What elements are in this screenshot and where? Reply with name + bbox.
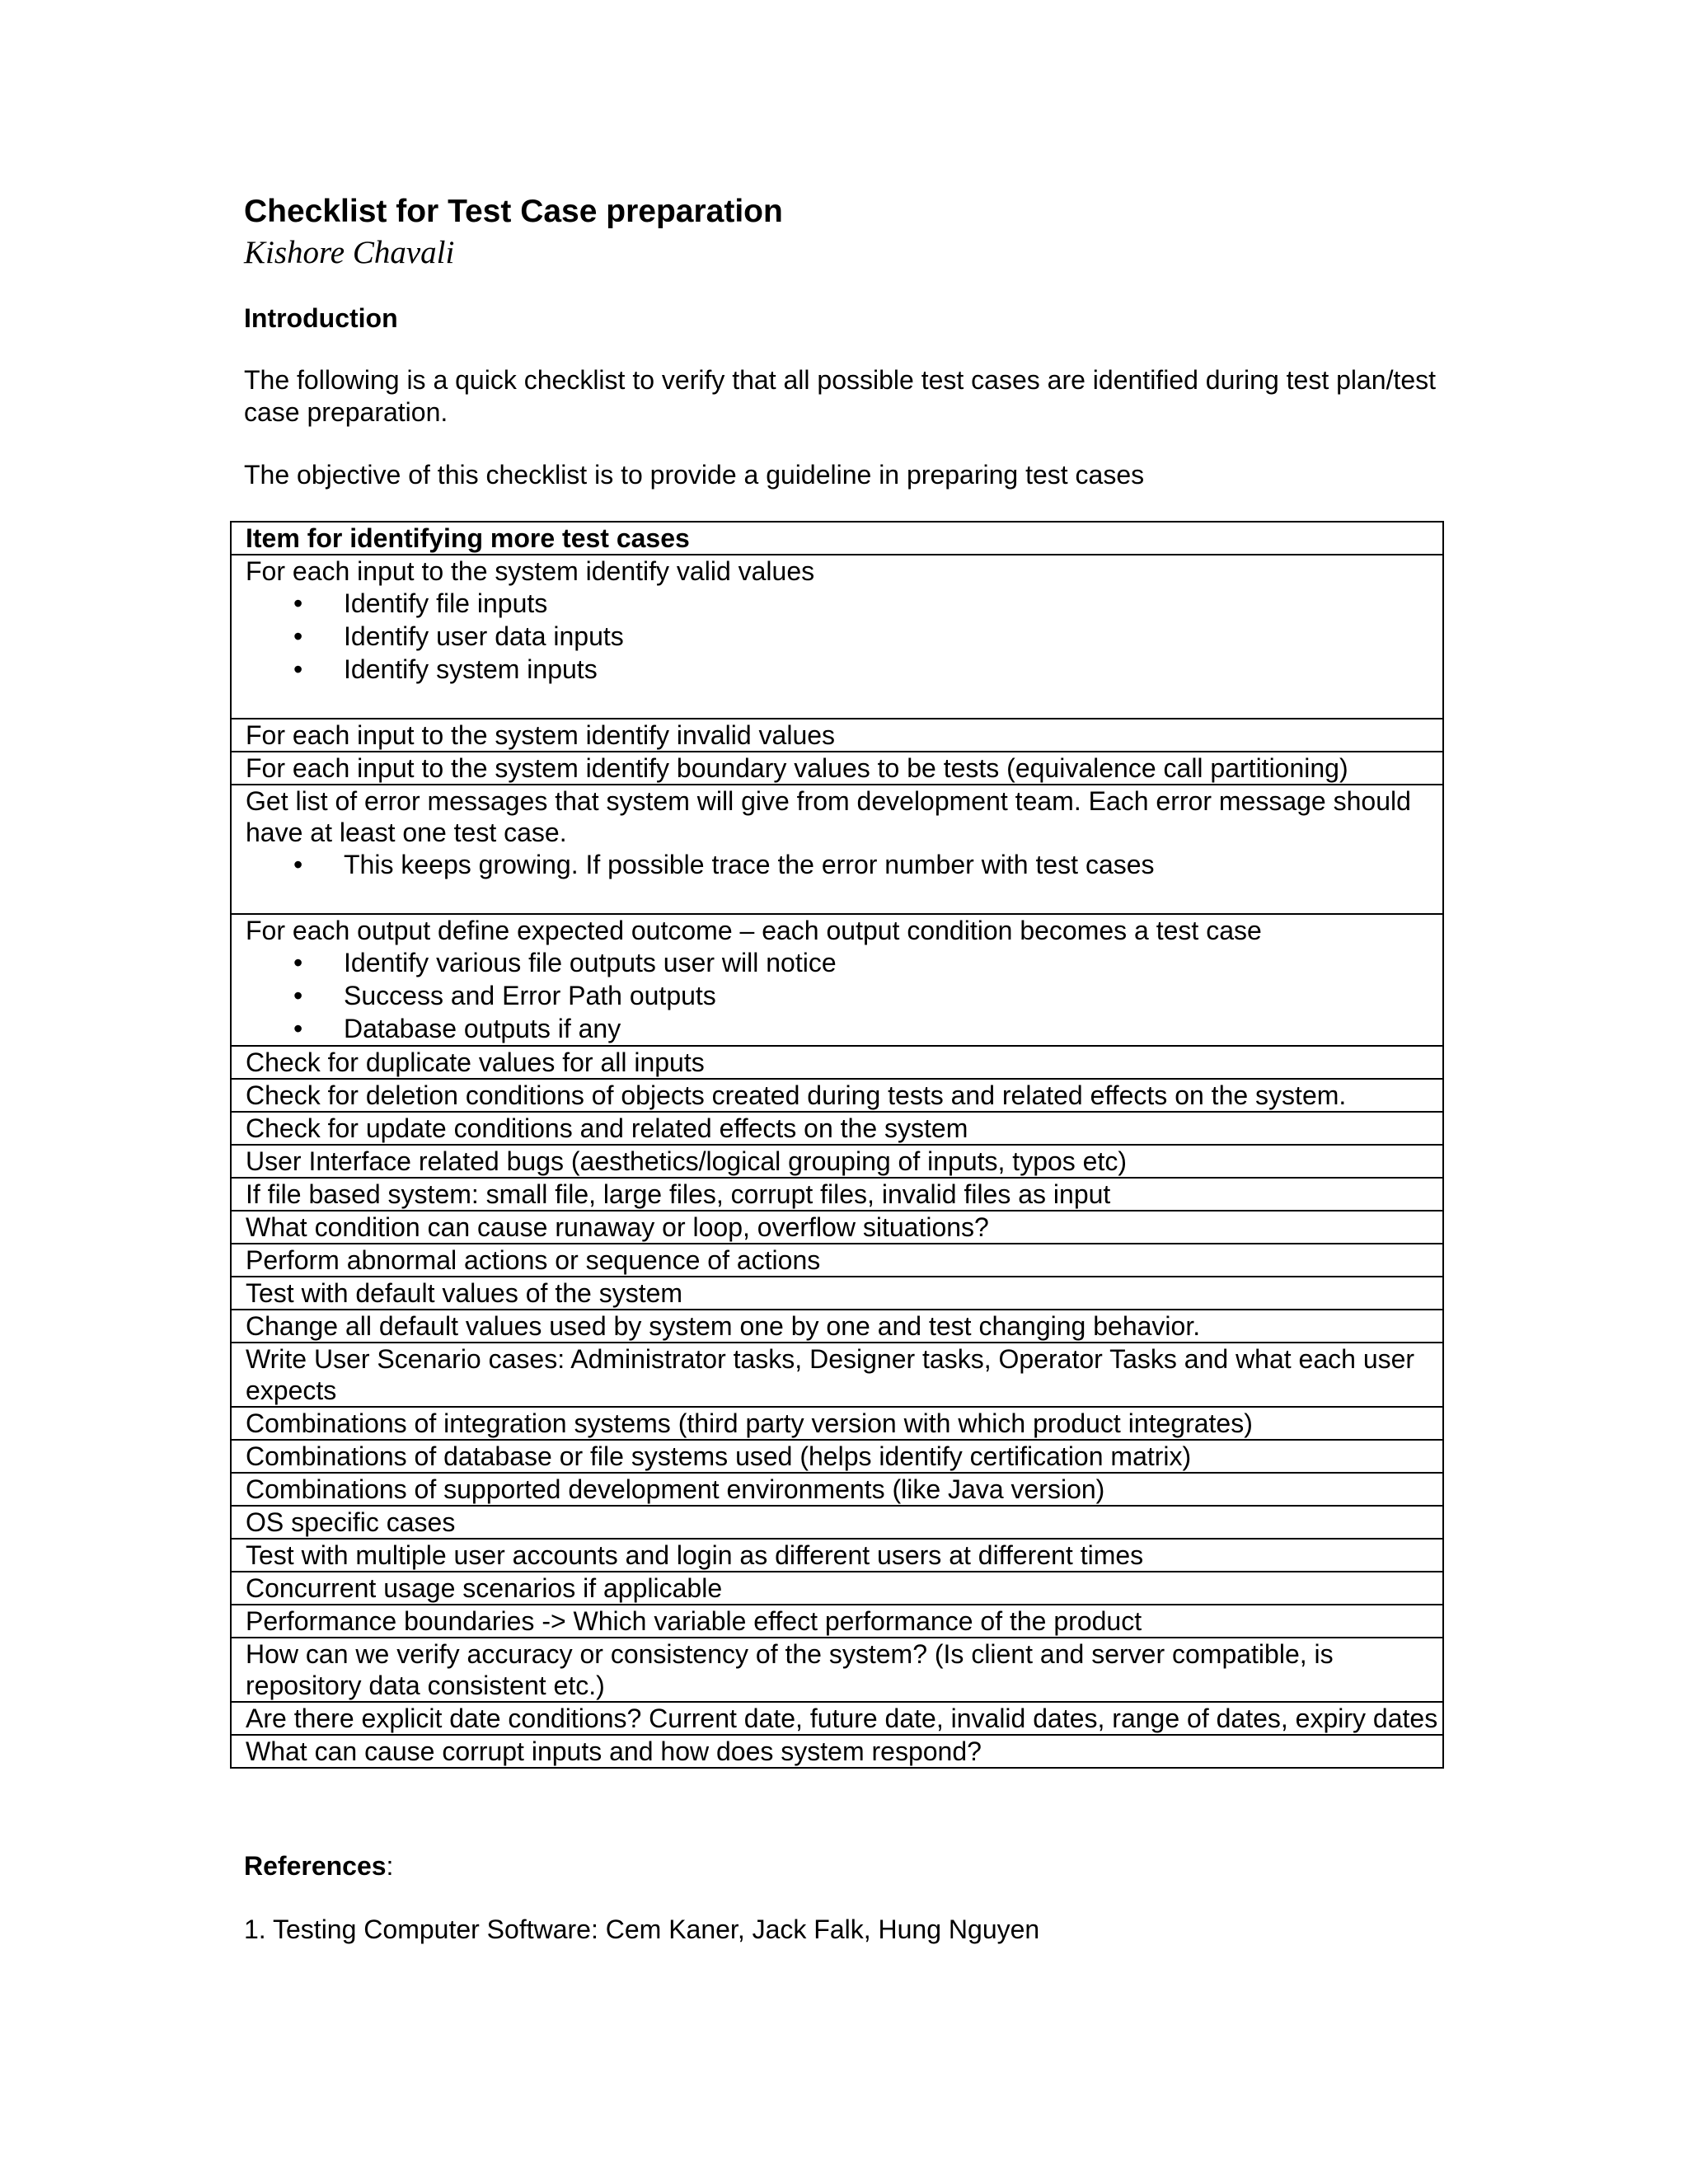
checklist-item-text: Are there explicit date conditions? Current date, future date, invalid dates, range of dates, expiry dates [246,1704,1438,1733]
checklist-row [231,1244,1443,1277]
checklist-row [231,1343,1443,1407]
checklist-item-text: OS specific cases [246,1507,456,1537]
checklist-row [231,1310,1443,1343]
checklist-row [231,1277,1443,1310]
checklist-item-text: If file based system: small file, large files, corrupt files, invalid files as input [246,1179,1111,1209]
checklist-cell-spacer [246,881,1442,913]
checklist-cell [231,1572,1443,1605]
checklist-item-text: Check for deletion conditions of objects created during tests and related effects on the system. [246,1080,1347,1110]
checklist-bullet-list [246,848,1442,881]
bullet-icon: • [293,588,303,618]
bullet-icon: • [293,948,303,977]
checklist-cell [231,1310,1443,1343]
checklist-cell [231,1473,1443,1506]
checklist-cell [231,1211,1443,1244]
checklist-row [231,555,1443,719]
introduction-paragraph-1: The following is a quick checklist to verify that all possible test cases are identified during test plan/test case preparation. [244,365,1437,427]
checklist-item-text: Combinations of integration systems (third party version with which product integrates) [246,1408,1253,1438]
checklist-item-text: Get list of error messages that system will give from development team. Each error message should have at least one test case. [246,786,1411,847]
checklist-bullet-text: This keeps growing. If possible trace the error number with test cases [344,850,1155,879]
checklist-bullet-item [246,979,1442,1012]
checklist-bullet-item [246,848,1442,881]
introduction-paragraph-2: The objective of this checklist is to provide a guideline in preparing test cases [244,460,1145,490]
checklist-header-cell: Item for identifying more test cases [231,522,1443,555]
checklist-bullet-text: Identify various file outputs user will notice [344,948,837,977]
checklist-cell [231,752,1443,785]
checklist-bullet-list [246,587,1442,686]
checklist-row [231,1638,1443,1702]
checklist-item-text: Change all default values used by system one by one and test changing behavior. [246,1311,1201,1341]
checklist-row [231,785,1443,914]
references-heading-label: References [244,1851,387,1881]
checklist-cell [231,1079,1443,1112]
checklist-row [231,1539,1443,1572]
bullet-icon: • [293,621,303,651]
checklist-item-text: Combinations of database or file systems used (helps identify certification matrix) [246,1441,1192,1471]
checklist-cell-spacer [246,686,1442,718]
checklist-bullet-text: Database outputs if any [344,1014,621,1043]
checklist-cell [231,1277,1443,1310]
introduction-heading: Introduction [244,303,398,333]
checklist-bullet-text: Identify user data inputs [344,621,624,651]
checklist-item-text: User Interface related bugs (aesthetics/logical grouping of inputs, typos etc) [246,1146,1128,1176]
checklist-row [231,1506,1443,1539]
checklist-row [231,1211,1443,1244]
checklist-bullet-list [246,946,1442,1045]
checklist-cell [231,1506,1443,1539]
checklist-cell [231,1440,1443,1473]
checklist-header-row [231,522,1443,555]
checklist-bullet-item [246,620,1442,653]
checklist-bullet-item [246,946,1442,979]
checklist-bullet-text: Identify file inputs [344,588,548,618]
checklist-row [231,1046,1443,1079]
checklist-item-text: Write User Scenario cases: Administrator tasks, Designer tasks, Operator Tasks and what each user expects [246,1344,1415,1405]
checklist-item-text: Perform abnormal actions or sequence of actions [246,1245,821,1275]
document-title: Checklist for Test Case preparation [244,194,783,229]
document-author: Kishore Chavali [244,235,455,270]
checklist-row [231,1112,1443,1145]
checklist-item-text: What condition can cause runaway or loop, overflow situations? [246,1212,989,1242]
checklist-row [231,914,1443,1046]
checklist-item-text: Combinations of supported development environments (like Java version) [246,1474,1105,1504]
checklist-row [231,1473,1443,1506]
checklist-item-text: Concurrent usage scenarios if applicable [246,1573,723,1603]
checklist-item-text: Test with multiple user accounts and login as different users at different times [246,1540,1144,1570]
checklist-cell [231,1605,1443,1638]
checklist-cell [231,1539,1443,1572]
checklist-item-text: Performance boundaries -> Which variable effect performance of the product [246,1606,1142,1636]
checklist-cell [231,1343,1443,1407]
references-heading-colon: : [386,1851,394,1881]
checklist-cell [231,1244,1443,1277]
checklist-body [231,555,1443,1768]
checklist-item-text: Check for duplicate values for all inputs [246,1047,705,1077]
checklist-cell [231,1145,1443,1178]
checklist-table [230,521,1444,1769]
checklist-item-text: For each input to the system identify valid values [246,556,815,586]
checklist-row [231,1572,1443,1605]
reference-item: 1. Testing Computer Software: Cem Kaner, Jack Falk, Hung Nguyen [244,1915,1040,1944]
checklist-item-text: How can we verify accuracy or consistency of the system? (Is client and server compatible, is repository data consistent etc.) [246,1639,1334,1700]
checklist-item-text: For each input to the system identify boundary values to be tests (equivalence call partitioning) [246,753,1348,783]
checklist-bullet-item [246,587,1442,620]
checklist-cell [231,1407,1443,1440]
checklist-bullet-item [246,653,1442,686]
checklist-cell [231,785,1443,914]
checklist-item-text: What can cause corrupt inputs and how does system respond? [246,1736,982,1766]
checklist-row [231,1440,1443,1473]
checklist-row [231,1407,1443,1440]
checklist-item-text: For each output define expected outcome – each output condition becomes a test case [246,916,1262,945]
checklist-row [231,752,1443,785]
checklist-row [231,719,1443,752]
checklist-cell [231,1735,1443,1768]
checklist-row [231,1605,1443,1638]
references-heading [244,1849,393,1882]
checklist-item-text: Check for update conditions and related effects on the system [246,1113,968,1143]
checklist-cell [231,914,1443,1046]
checklist-bullet-text: Identify system inputs [344,654,598,684]
checklist-cell [231,555,1443,719]
checklist-row [231,1735,1443,1768]
checklist-cell [231,1046,1443,1079]
bullet-icon: • [293,850,303,879]
checklist-cell [231,1638,1443,1702]
bullet-icon: • [293,654,303,684]
checklist-item-text: For each input to the system identify invalid values [246,720,836,750]
checklist-bullet-text: Success and Error Path outputs [344,981,716,1010]
checklist-row [231,1702,1443,1735]
checklist-cell [231,1112,1443,1145]
checklist-cell [231,1702,1443,1735]
checklist-item-text: Test with default values of the system [246,1278,683,1308]
checklist-bullet-item [246,1012,1442,1045]
bullet-icon: • [293,1014,303,1043]
bullet-icon: • [293,981,303,1010]
checklist-row [231,1079,1443,1112]
checklist-row [231,1145,1443,1178]
checklist-cell [231,1178,1443,1211]
checklist-row [231,1178,1443,1211]
checklist-cell [231,719,1443,752]
